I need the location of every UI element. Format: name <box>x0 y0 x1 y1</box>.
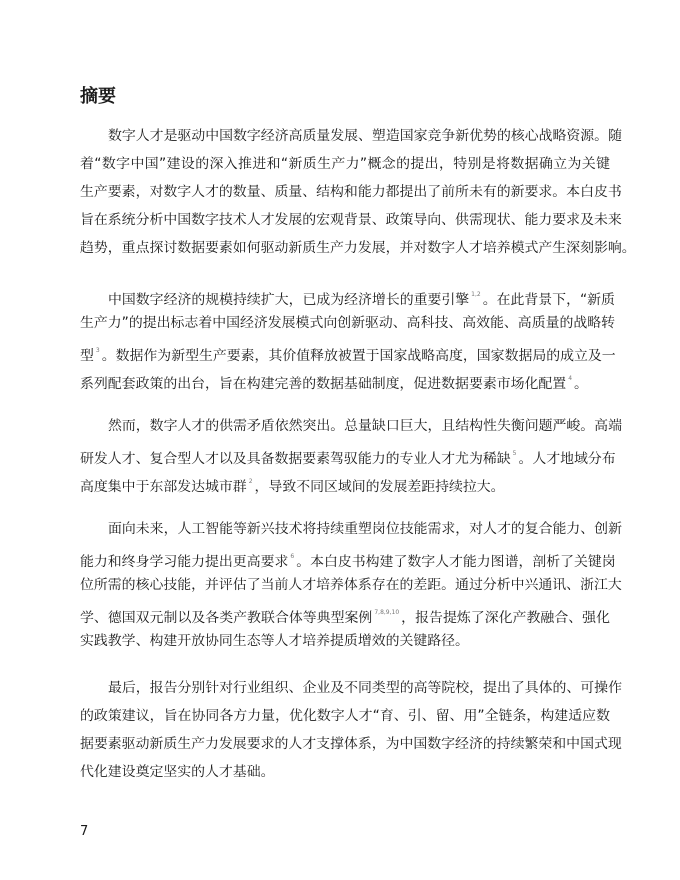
paragraph <box>80 412 622 496</box>
page-number: 7 <box>80 824 89 839</box>
text-line <box>80 627 610 655</box>
citation-superscript: 1,2 <box>471 291 481 298</box>
text-line <box>80 309 616 337</box>
text-segment: 型 <box>80 348 94 364</box>
text-segment: 。数据作为新型生产要素，其价值释放被置于国家战略高度，国家数据局的成立及一 <box>101 348 616 364</box>
text-line <box>80 234 636 262</box>
text-segment: 位所需的核心技能，并评估了当前人才培养体系存在的差距。通过分析中兴通讯、浙江大 <box>80 577 622 593</box>
text-line <box>80 571 622 599</box>
text-segment: 。人才地域分布 <box>518 451 616 467</box>
text-line <box>80 702 610 730</box>
text-segment: 中国数字经济的规模持续扩大，已成为经济增长的重要引擎 <box>108 292 470 308</box>
text-segment: ，导致不同区域间的发展差距持续拉大。 <box>254 479 505 495</box>
text-line <box>80 730 622 758</box>
text-segment: 。 <box>574 376 588 392</box>
text-segment: 趋势，重点探讨数据要素如何驱动新质生产力发展，并对数字人才培养模式产生深刻影响。 <box>80 240 636 256</box>
text-line <box>80 674 622 702</box>
text-segment: 据要素驱动新质生产力发展要求的人才支撑体系，为中国数字经济的持续繁荣和中国式现 <box>80 736 622 752</box>
text-segment: 的政策建议，旨在协同各方力量，优化数字人才“育、引、留、用”全链条，构建适应数 <box>80 708 610 724</box>
text-segment: ，报告提炼了深化产教融合、强化 <box>401 610 610 626</box>
text-line <box>80 599 610 627</box>
citation-superscript: 6 <box>290 553 295 560</box>
text-segment: 系列配套政策的出台，旨在构建完善的数据基础制度，促进数据要素市场化配置 <box>80 376 567 392</box>
citation-superscript: 5 <box>512 450 517 457</box>
text-segment: 。在此背景下，“新质 <box>482 292 615 308</box>
text-segment: 能力和终身学习能力提出更高要求 <box>80 554 289 570</box>
text-segment: 然而，数字人才的供需矛盾依然突出。总量缺口巨大，且结构性失衡问题严峻。高端 <box>108 418 622 434</box>
text-segment: 学、德国双元制以及各类产教联合体等典型案例 <box>80 610 373 626</box>
text-segment: 代化建设奠定坚实的人才基础。 <box>80 764 275 780</box>
text-line <box>80 440 616 468</box>
text-line <box>80 758 610 786</box>
text-segment: 数字人才是驱动中国数字经济高质量发展、塑造国家竞争新优势的核心战略资源。随 <box>108 128 622 144</box>
section-heading: 摘要 <box>80 86 116 107</box>
paragraph <box>80 281 616 393</box>
text-segment: 旨在系统分析中国数字技术人才发展的宏观背景、政策导向、供需现状、能力要求及未来 <box>80 212 622 228</box>
text-segment: 高度集中于东部发达城市群 <box>80 479 247 495</box>
citation-superscript: 3 <box>95 347 100 354</box>
text-line <box>80 178 622 206</box>
text-segment: 生产要素，对数字人才的数量、质量、结构和能力都提出了前所未有的新要求。本白皮书 <box>80 184 622 200</box>
text-line <box>80 122 622 150</box>
text-segment: 生产力”的提出标志着中国经济发展模式向创新驱动、高科技、高效能、高质量的战略转 <box>80 315 616 331</box>
text-line <box>80 543 616 571</box>
text-line <box>80 337 616 365</box>
citation-superscript: 7,8,9,10 <box>374 609 400 616</box>
text-segment: 。本白皮书构建了数字人才能力图谱，剖析了关键岗 <box>296 554 616 570</box>
citation-superscript: 2 <box>248 478 253 485</box>
text-segment: 着“数字中国”建设的深入推进和“新质生产力”概念的提出，特别是将数据确立为关键 <box>80 156 610 172</box>
text-line <box>80 515 622 543</box>
text-segment: 研发人才、复合型人才以及具备数据要素驾驭能力的专业人才尤为稀缺 <box>80 451 511 467</box>
abstract-body <box>80 122 636 805</box>
citation-superscript: 4 <box>568 375 573 382</box>
paragraph <box>80 674 622 786</box>
text-line <box>80 206 622 234</box>
text-line <box>80 468 610 496</box>
paragraph <box>80 122 636 262</box>
text-line <box>80 365 610 393</box>
text-line <box>80 150 610 178</box>
text-segment: 面向未来，人工智能等新兴技术将持续重塑岗位技能需求，对人才的复合能力、创新 <box>108 521 622 537</box>
text-line <box>80 281 615 309</box>
text-line <box>80 412 622 440</box>
paragraph <box>80 515 622 655</box>
text-segment: 最后，报告分别针对行业组织、企业及不同类型的高等院校，提出了具体的、可操作 <box>108 680 622 696</box>
text-segment: 实践教学、构建开放协同生态等人才培养提质增效的关键路径。 <box>80 633 469 649</box>
